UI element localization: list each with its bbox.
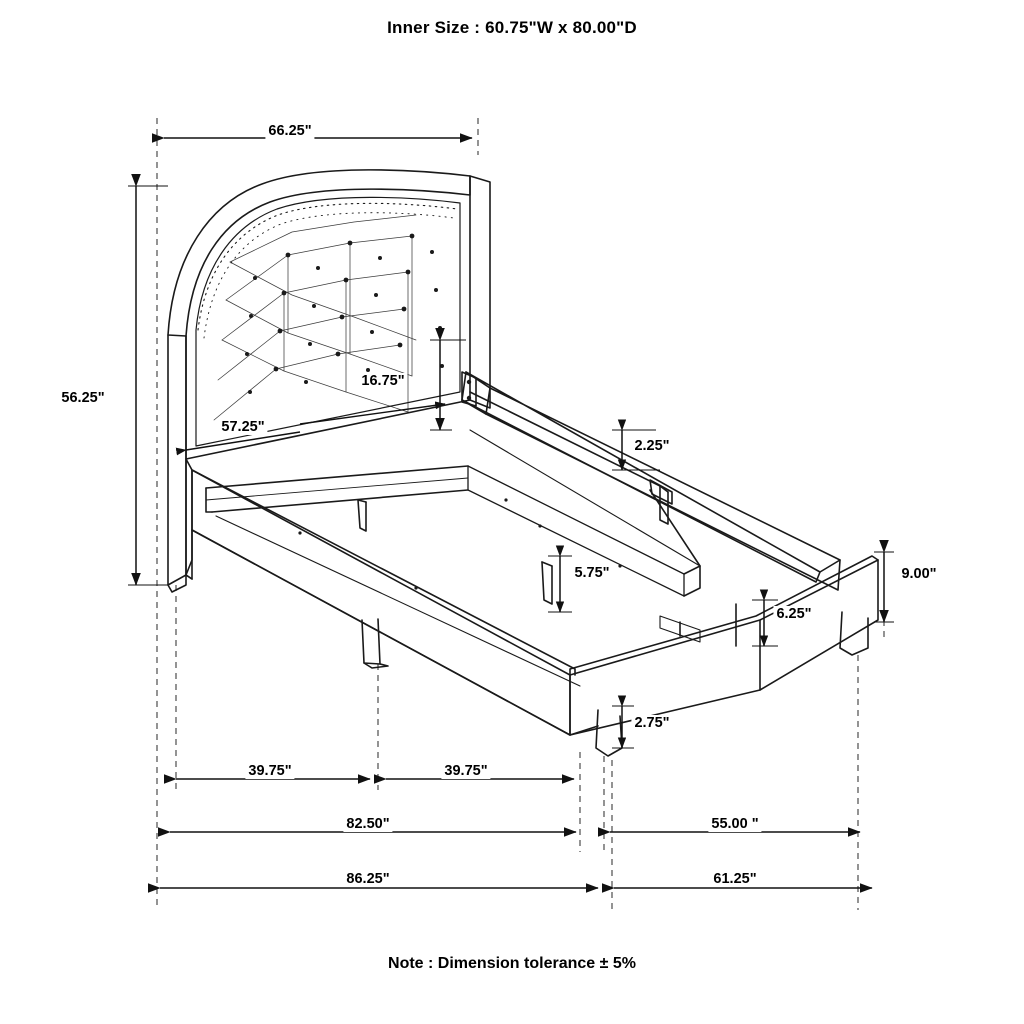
dimension-arrows (128, 138, 894, 888)
dim-deck-height: 9.00" (898, 566, 939, 582)
bed-outline (168, 170, 878, 756)
dim-overall-width-inner: 55.00 " (708, 816, 761, 832)
page-title: Inner Size : 60.75"W x 80.00"D (387, 18, 637, 37)
dim-right-foot-span: 39.75" (441, 763, 490, 779)
dim-rail-gap: 2.25" (631, 438, 672, 454)
extension-lines (157, 118, 884, 910)
dim-overall-depth: 86.25" (343, 871, 392, 887)
dim-headboard-panel: 16.75" (358, 373, 407, 389)
dim-headboard-width: 57.25" (218, 419, 267, 435)
dim-overall-width: 61.25" (710, 871, 759, 887)
dim-leg-height: 2.75" (631, 715, 672, 731)
dim-left-foot-span: 39.75" (245, 763, 294, 779)
dim-overall-height: 56.25" (58, 390, 107, 406)
dim-overall-depth-inner: 82.50" (343, 816, 392, 832)
dim-rail-height: 6.25" (773, 606, 814, 622)
dim-top-width: 66.25" (265, 123, 314, 139)
dim-slat-height: 5.75" (571, 565, 612, 581)
tolerance-note: Note : Dimension tolerance ± 5% (388, 955, 636, 972)
